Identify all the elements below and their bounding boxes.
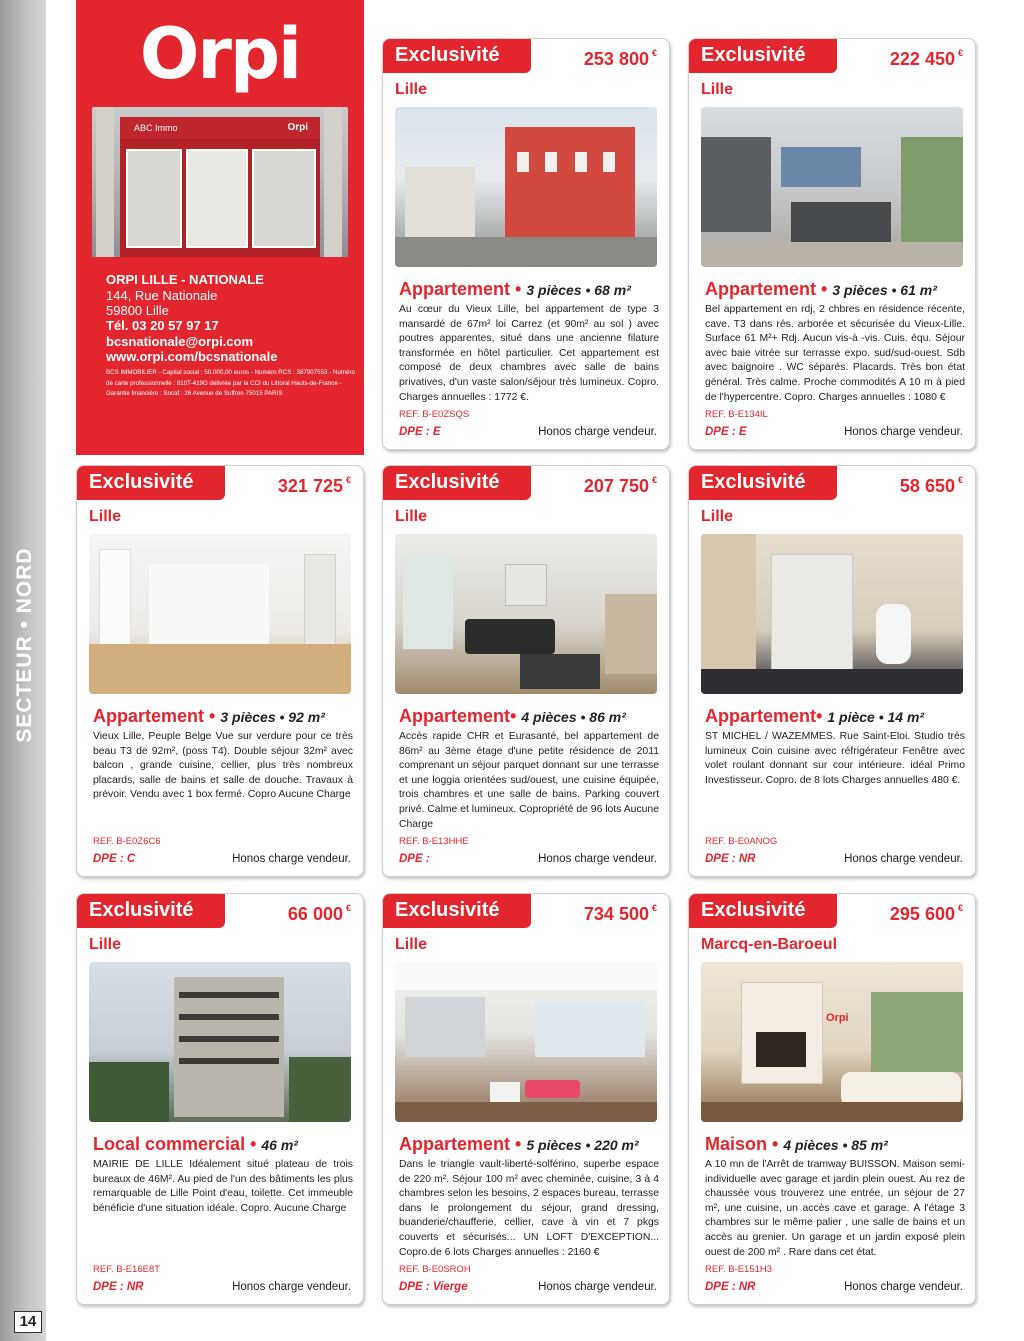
listing-card[interactable] <box>688 893 976 1305</box>
listing-ref: REF. B-E0SROH <box>399 1264 471 1275</box>
agency-address-line2: 59800 Lille <box>106 303 169 319</box>
page-number: 14 <box>14 1311 42 1333</box>
listing-dpe: DPE : NR <box>705 1281 756 1293</box>
listing-photo[interactable] <box>89 962 351 1122</box>
listing-description: Vieux Lille, Peuple Belge Vue sur verdure pour ce très beau T3 de 92m², (poss T4). Double séjour 32m² avec balcon , grande cuisine, cellier, plus très nombreux placards, salle de bains et salle de douche. Travaux à prévoir. Vendu avec 1 box fermé. Copro Aucune Charge <box>93 731 353 801</box>
listing-city: Lille <box>701 81 734 98</box>
listing-card[interactable] <box>76 893 364 1305</box>
agency-address-line1: 144, Rue Nationale <box>106 288 218 303</box>
listing-description: A 10 mn de l'Arrêt de tramway BUISSON. Maison semi-individuelle avec garage et jardin plein ouest. Au rez de chaussée vous trouverez une entrée, un séjour de 27 m², une cuisine, un accès cave et garage. A l'étage 3 chambres sur le même palier , une salle de bains et un accès au grenier. Un garage et un jardin exposé plein ouest de 200 m² . Rare dans cet état. <box>705 1159 965 1258</box>
listing-city: Lille <box>395 508 428 525</box>
listing-dpe: DPE : Vierge <box>399 1281 468 1293</box>
agency-storefront-photo <box>92 107 348 257</box>
side-band <box>0 0 46 1341</box>
listing-card[interactable] <box>382 38 670 450</box>
listing-fees: Honos charge vendeur. <box>232 1281 351 1293</box>
exclusive-badge: Exclusivité <box>383 894 531 928</box>
exclusive-badge: Exclusivité <box>689 466 837 500</box>
listing-fees: Honos charge vendeur. <box>538 1281 657 1293</box>
listing-dpe: DPE : E <box>705 426 747 438</box>
listing-photo[interactable] <box>395 107 657 267</box>
listing-dpe: DPE : E <box>399 426 441 438</box>
listing-ref: REF. B-E13HHE <box>399 836 469 847</box>
exclusive-badge: Exclusivité <box>689 39 837 73</box>
listing-card[interactable] <box>688 38 976 450</box>
shop-logo-text: Orpi <box>287 122 308 133</box>
orpi-logo: Orpi <box>139 13 301 95</box>
agency-phone[interactable]: Tél. 03 20 57 97 17 <box>106 318 219 334</box>
listing-photo[interactable] <box>395 534 657 694</box>
listing-title: Appartement • 3 pièces • 92 m² <box>93 706 325 726</box>
listing-dpe: DPE : NR <box>93 1281 144 1293</box>
listing-ref: REF. B-E151H3 <box>705 1264 773 1275</box>
listing-fees: Honos charge vendeur. <box>538 426 657 438</box>
listing-fees: Honos charge vendeur. <box>844 1281 963 1293</box>
listing-price: 207 750 € <box>583 475 657 496</box>
listing-price: 58 650 € <box>899 475 963 496</box>
listing-price: 253 800 € <box>583 48 657 69</box>
listing-city: Lille <box>89 936 122 953</box>
listing-description: Accès rapide CHR et Eurasanté, bel appartement de 86m² au 3ème étage d'une petite résidence de 2011 comprenant un séjour parquet donnant sur une terrasse et une loggia orientées sud/ouest, une cuisine équipée, trois chambres et une salle de bains. Parking couvert privé. Calme et lumineux. Copropriété de 96 lots Aucune Charge <box>399 731 659 830</box>
listing-fees: Honos charge vendeur. <box>844 853 963 865</box>
listing-fees: Honos charge vendeur. <box>538 853 657 865</box>
photo-orpi-logo: Orpi <box>826 1012 849 1024</box>
listing-city: Lille <box>701 508 734 525</box>
listing-dpe: DPE : C <box>93 853 136 865</box>
listing-title: Local commercial • 46 m² <box>93 1134 298 1154</box>
listing-city: Marcq-en-Baroeul <box>701 936 838 953</box>
listing-title: Appartement • 3 pièces • 68 m² <box>399 279 631 299</box>
listing-price: 321 725 € <box>277 475 351 496</box>
listing-card[interactable] <box>76 465 364 877</box>
agency-name: ORPI LILLE - NATIONALE <box>106 272 264 287</box>
agency-website[interactable]: www.orpi.com/bcsnationale <box>106 348 278 364</box>
listing-card[interactable] <box>382 893 670 1305</box>
listing-ref: REF. B-E0Z6C6 <box>93 836 161 847</box>
listing-ref: REF. B-E0ZSQS <box>399 409 470 420</box>
listing-title: Appartement • 5 pièces • 220 m² <box>399 1134 639 1154</box>
exclusive-badge: Exclusivité <box>77 894 225 928</box>
shop-sign-text: ABC Immo <box>134 123 178 133</box>
listing-photo[interactable] <box>701 962 963 1122</box>
listing-description: Dans le triangle vault-liberté-solférino, superbe espace de 220 m². Séjour 100 m² avec cheminée, cuisine, 3 à 4 chambres selon les besoins, 2 espaces bureau, terrasse dans le prolongement du séjour, grand dressing, buanderie/chaufferie, cellier, cave à vin et 7 pkgs couverts et sécurisés... UN LOFT D'EXCEPTION... Copro.de 6 lots Charges annuelles : 2160 € <box>399 1159 659 1258</box>
exclusive-badge: Exclusivité <box>383 39 531 73</box>
listing-card[interactable] <box>688 465 976 877</box>
listing-photo[interactable] <box>701 534 963 694</box>
listing-title: Appartement • 3 pièces • 61 m² <box>705 279 937 299</box>
listing-fees: Honos charge vendeur. <box>232 853 351 865</box>
listing-card[interactable] <box>382 465 670 877</box>
listing-description: ST MICHEL / WAZEMMES. Rue Saint-Eloi. Studio très lumineux Coin cuisine avec réfrigérateur Fenêtre avec volet roulant donnant sur cour intérieure. idéal Primo Investisseur. Copro. de 8 lots Charges annuelles 480 €. <box>705 731 965 786</box>
listing-title: Appartement• 1 pièce • 14 m² <box>705 706 925 726</box>
listing-dpe: DPE : NR <box>705 853 756 865</box>
listing-title: Maison • 4 pièces • 85 m² <box>705 1134 888 1154</box>
listing-photo[interactable] <box>395 962 657 1122</box>
exclusive-badge: Exclusivité <box>77 466 225 500</box>
listing-city: Lille <box>395 81 428 98</box>
listing-price: 295 600 € <box>889 903 963 924</box>
agency-legal-notice: BCS IMMOBILIER - Capital social : 50.000,00 euros - Numéro RCS : 387907553 - Numéro de carte professionnelle : 810T-419G délivrée par la CCI du Littoral Hauts-de-France - Garantie financière : Socaf : 26 Avenue de Suffren 75015 PARIS <box>106 369 355 397</box>
listing-ref: REF. B-E134IL <box>705 409 768 420</box>
listing-dpe: DPE : <box>399 853 430 865</box>
listing-city: Lille <box>89 508 122 525</box>
listing-description: Bel appartement en rdj, 2 chbres en résidence récente, cave. T3 dans rés. arborée et sécurisée du Vieux-Lille. Surface 61 M²+ Rdj. Aucun vis-à -vis. Cuis. équ. Séjour avec baie vitrée sur terrasse expo. sud/sud-ouest. Sdb avec baignoire . WC séparés. Placards. Très bon état général. Très calme. Proche commodités A 10 m à pied de l'hypercentre. Copro. Charges annuelles : 1080 € <box>705 304 965 403</box>
listing-price: 66 000 € <box>287 903 351 924</box>
agency-panel <box>76 0 364 455</box>
listing-ref: REF. B-E0ANOG <box>705 836 778 847</box>
listing-fees: Honos charge vendeur. <box>844 426 963 438</box>
listing-photo[interactable] <box>89 534 351 694</box>
listing-photo[interactable] <box>701 107 963 267</box>
section-label: SECTEUR • NORD <box>13 547 36 743</box>
listing-price: 222 450 € <box>889 48 963 69</box>
listing-ref: REF. B-E16E8T <box>93 1264 161 1275</box>
listing-description: MAIRIE DE LILLE Idéalement situé plateau de trois bureaux de 46M². Au pied de l'un des bâtiments les plus remarquable de Lille Point d'eau, toilette. Cet immeuble bénéficie d'une situation idéale. Copro. Aucune Charge <box>93 1159 353 1214</box>
listing-city: Lille <box>395 936 428 953</box>
exclusive-badge: Exclusivité <box>689 894 837 928</box>
listing-description: Au cœur du Vieux Lille, bel appartement de type 3 mansardé de 67m² loi Carrez (et 90m² au sol ) avec poutres apparentes, situé dans une ancienne filature transformée en hôtel particulier. Cet appartement est composé de deux chambres avec salle de bains privatives, d'un vaste salon/séjour très lumineux. Copro. Charges annuelles : 1772 €. <box>399 304 659 403</box>
listing-title: Appartement• 4 pièces • 86 m² <box>399 706 626 726</box>
exclusive-badge: Exclusivité <box>383 466 531 500</box>
agency-email[interactable]: bcsnationale@orpi.com <box>106 333 254 349</box>
listing-price: 734 500 € <box>583 903 657 924</box>
